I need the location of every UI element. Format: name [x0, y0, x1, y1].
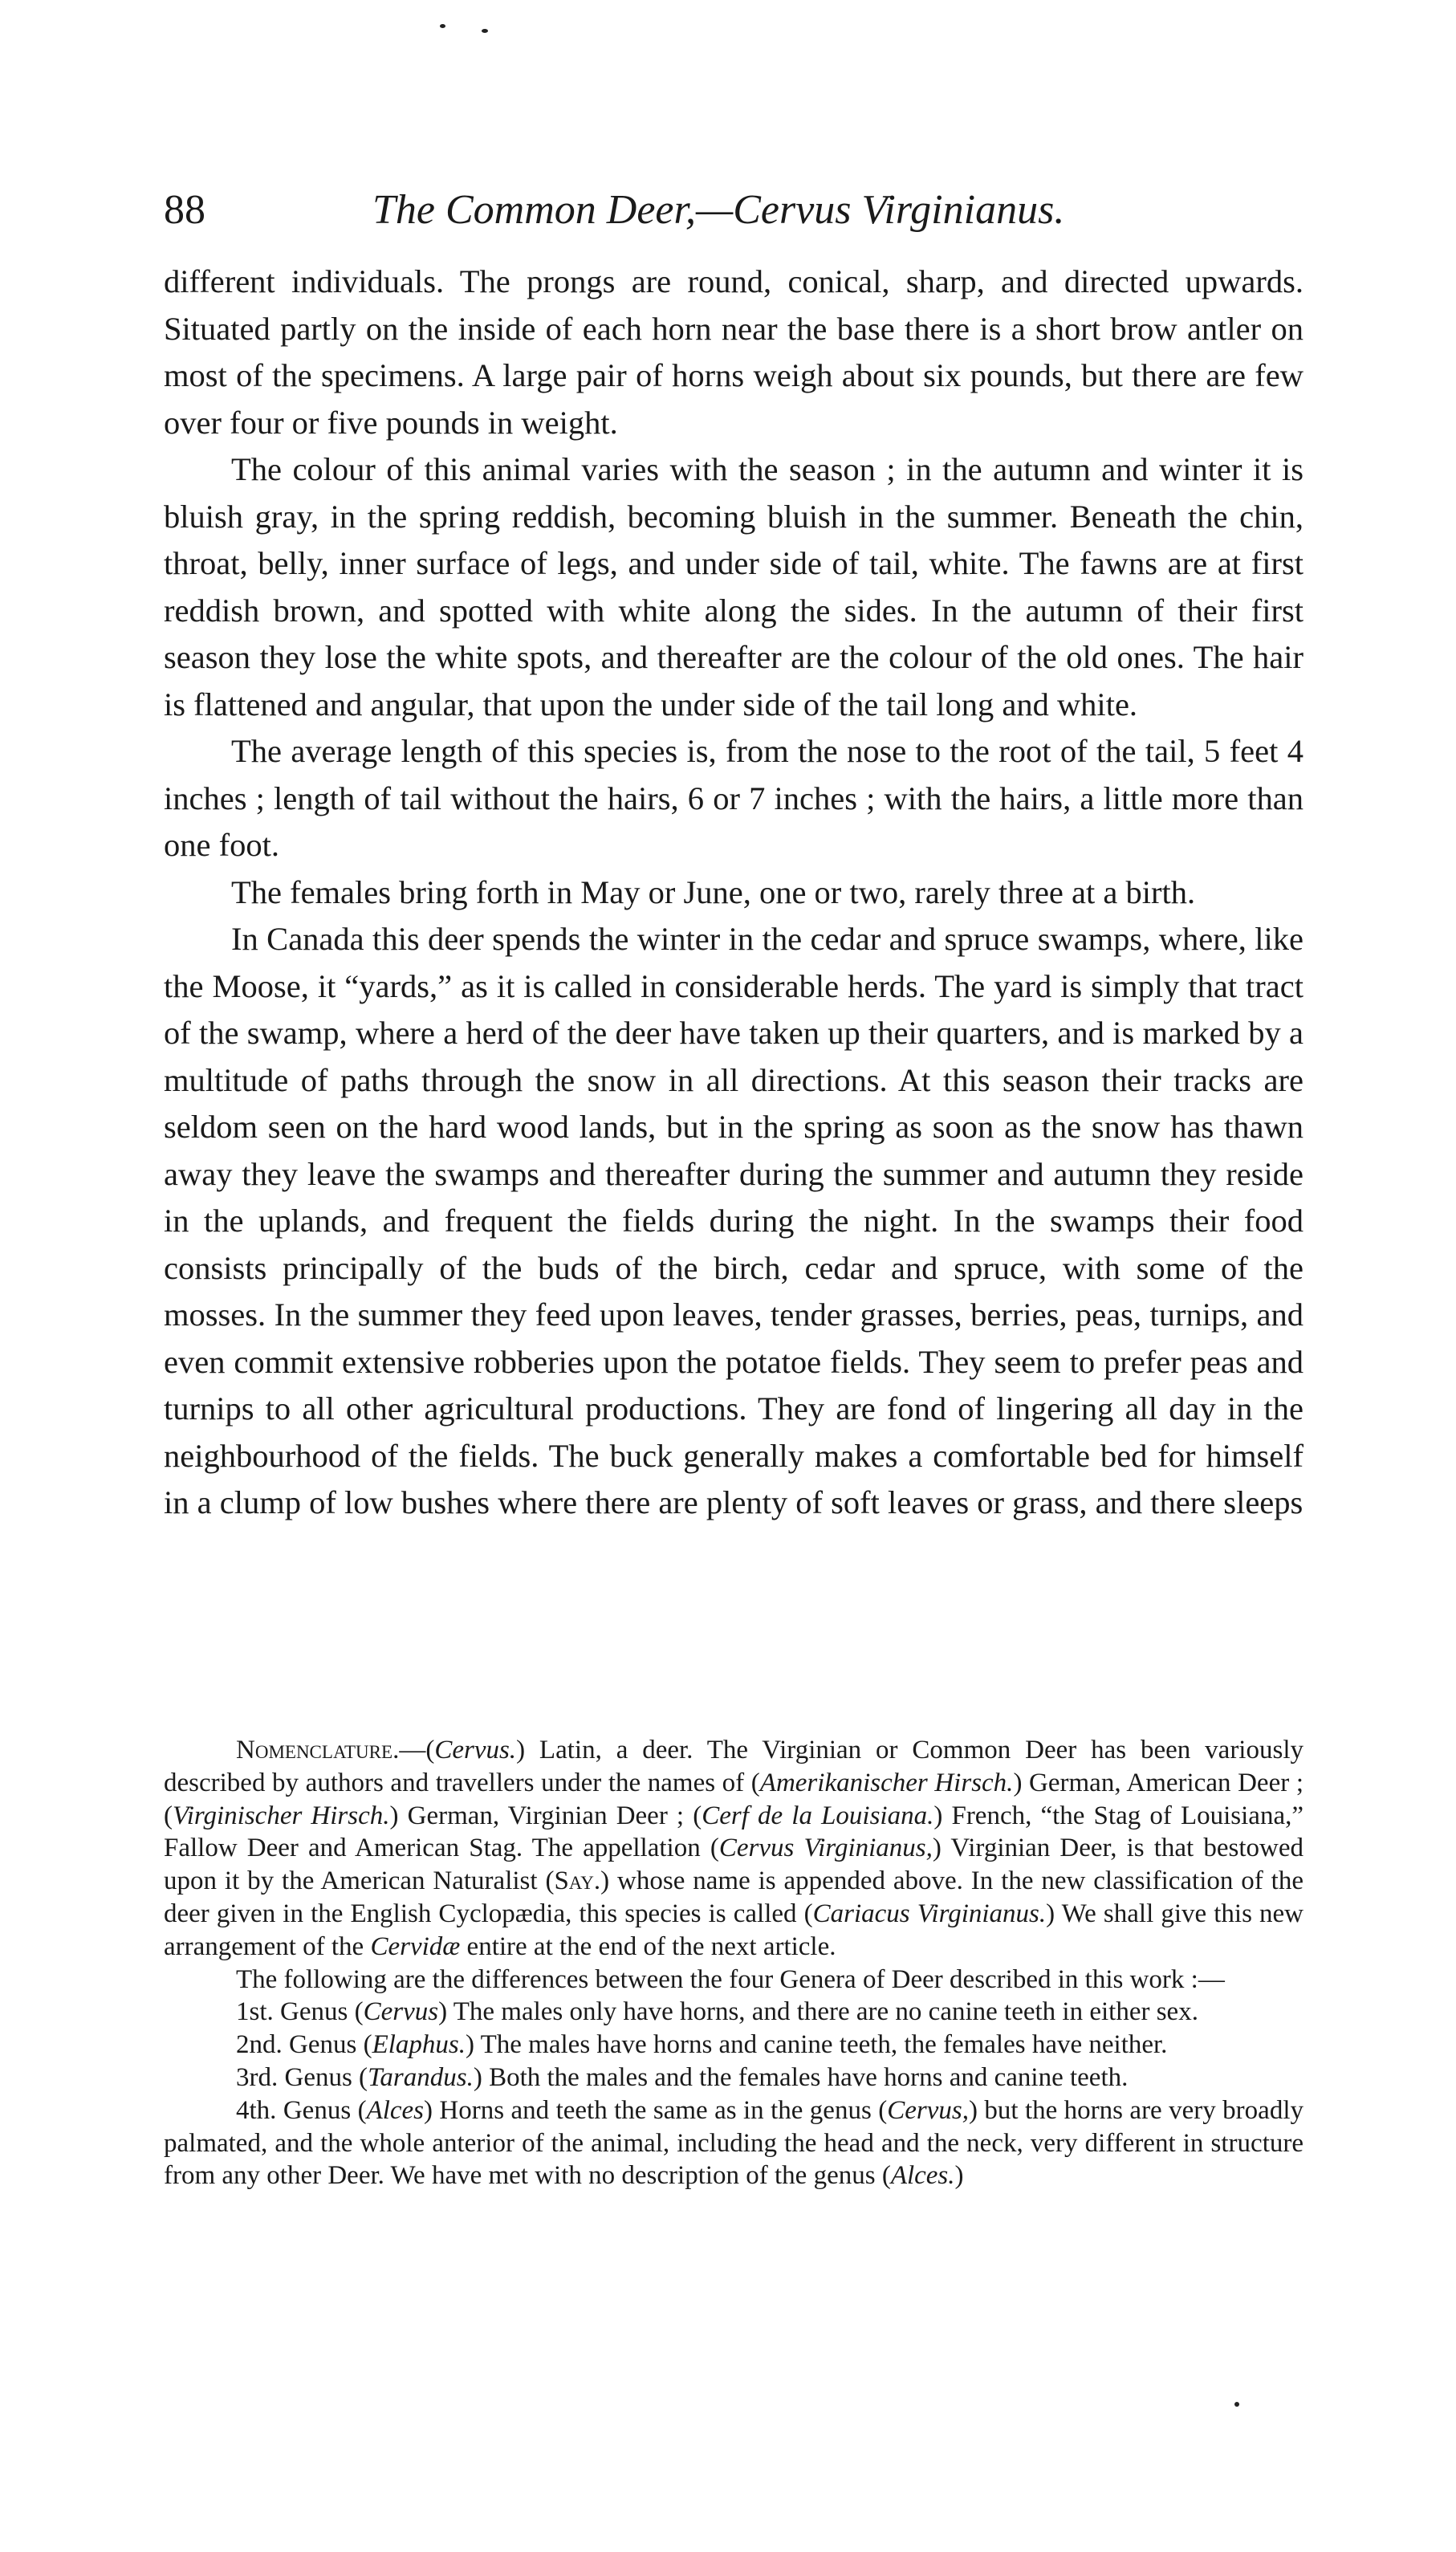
- paragraph: The colour of this animal varies with the season ; in the autumn and winter it is bluish gray, in the spring reddish, becoming bluish in the summer. Beneath the chin, throat, belly, inner surface of legs, and under side of tail, white. The fawns are at first reddish brown, and spotted with white along the sides. In the autumn of their first season they lose the white spots, and thereafter are the colour of the old ones. The hair is flattened and angular, that upon the under side of the tail long and white.: [164, 451, 1303, 722]
- paragraph: The average length of this species is, from the nose to the root of the tail, 5 feet 4 inches ; length of tail without the hairs, 6 or 7 inches ; with the hairs, a little more than one foot.: [164, 733, 1303, 863]
- genus-entry: 4th. Genus (Alces) Horns and teeth the same as in the genus (Cervus,) but the horns are very broadly palmated, and the whole anterior of the animal, including the head and the neck, very different in structure from any other Deer. We have met with no description of the genus (Alces.): [164, 2095, 1303, 2191]
- genus-entry: 3rd. Genus (Tarandus.) Both the males and the females have horns and canine teeth.: [236, 2062, 1129, 2092]
- ink-speck: [1234, 2402, 1239, 2407]
- genera-intro: The following are the differences between the four Genera of Deer described in this work :—: [236, 1964, 1225, 1994]
- paragraph: The females bring forth in May or June, one or two, rarely three at a birth.: [231, 873, 1196, 910]
- running-title: The Common Deer,—Cervus Virginianus.: [372, 187, 1065, 233]
- genus-entry: 1st. Genus (Cervus) The males only have horns, and there are no canine teeth in either sex.: [236, 1997, 1198, 2027]
- ink-speck: [482, 29, 488, 33]
- nomenclature-label: Nomenclature: [236, 1736, 393, 1764]
- paragraph: In Canada this deer spends the winter in the cedar and spruce swamps, where, like the Moose, it “yards,” as it is called in considerable herds. The yard is simply that tract of the swamp, where a herd of the deer have taken up their quarters, and is marked by a multitude of paths through the snow in all directions. At this season their tracks are seldom seen on the hard wood lands, but in the spring as soon as the snow has thawn away they leave the swamps and thereafter during the summer and autumn they reside in the uplands, and frequent the fields during the night. In the swamps their food consists principally of the buds of the birch, cedar and spruce, with some of the mosses. In the summer they feed upon leaves, tender grasses, berries, peas, turnips, and even commit extensive robberies upon the potatoe fields. They seem to prefer peas and turnips to all other agricultural productions. They are fond of lingering all day in the neighbourhood of the fields. The buck generally makes a comfortable bed for himself in a clump of low bushes where there are plenty of soft leaves or grass, and there sleeps: [164, 921, 1303, 1520]
- nomenclature-note: Nomenclature.—(Cervus.) Latin, a deer. The Virginian or Common Deer has been variously described by authors and travellers under the names of (Amerikanischer Hirsch.) German, American Deer ; (Virginischer Hirsch.) German, Virginian Deer ; (Cerf de la Louisiana.) French, “the Stag of Louisiana,” Fallow Deer and American Stag. The appellation (Cervus Virginianus,) Virginian Deer, is that bestowed upon it by the American Naturalist (Say.) whose name is appended above. In the new classification of the deer given in the English Cyclopædia, this species is called (Cariacus Virginianus.) We shall give this new arrangement of the Cervidæ entire at the end of the next article.: [164, 1736, 1304, 1961]
- page-header: [164, 178, 1303, 242]
- page-number: 88: [164, 187, 205, 233]
- ink-speck: [440, 24, 445, 28]
- paragraph: different individuals. The prongs are round, conical, sharp, and directed upwards. Situated partly on the inside of each horn near the base there is a short brow antler on most of the specimens. A large pair of horns weigh about six pounds, but there are few over four or five pounds in weight.: [164, 263, 1303, 441]
- genus-entry: 2nd. Genus (Elaphus.) The males have horns and canine teeth, the females have neither.: [236, 2030, 1168, 2060]
- footnote-block: [164, 1734, 1303, 2192]
- main-text: [164, 258, 1303, 1527]
